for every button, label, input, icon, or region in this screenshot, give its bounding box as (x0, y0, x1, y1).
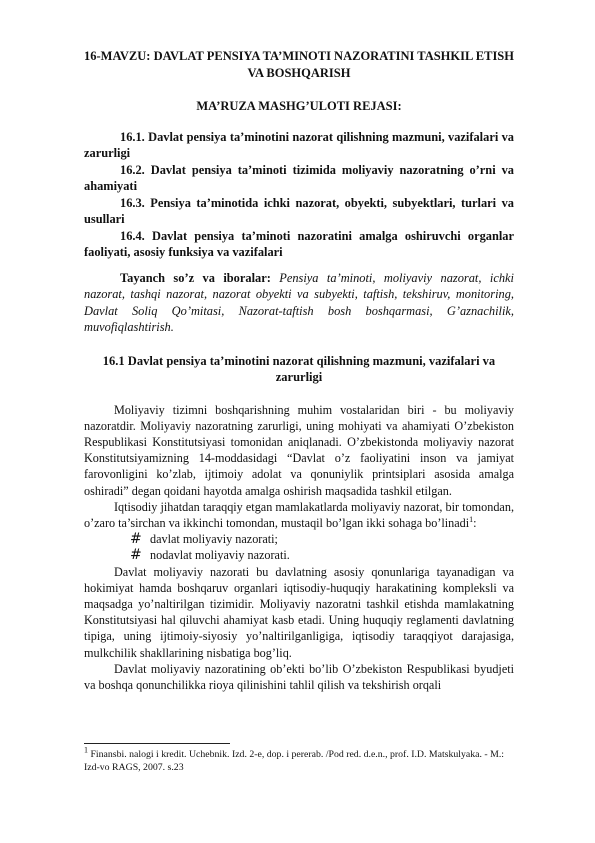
footnote-ref[interactable]: 1 (469, 514, 474, 524)
bullet-text: nodavlat moliyaviy nazorati. (150, 548, 290, 563)
plan-item: 16.2. Davlat pensiya ta’minoti tizimida moliyaviy nazoratning o’rni va ahamiyati (84, 162, 514, 193)
paragraph-punct: : (473, 515, 477, 530)
document-page (84, 48, 514, 693)
bullet-list (84, 531, 514, 563)
plan-list (84, 129, 514, 261)
paragraph: Davlat moliyaviy nazoratining ob’ekti bo’lib O’zbekiston Respublikasi byudjeti va boshqa qonunchilikka rioya qilinishini tahlil qilish va tekshirish orqali (84, 661, 514, 692)
plan-heading: MA’RUZA MASHG’ULOTI REJASI: (196, 99, 402, 113)
footnote-mark: 1 (84, 745, 88, 755)
hash-bullet-icon: # (130, 547, 142, 564)
document-title: 16-MAVZU: DAVLAT PENSIYA TA’MINOTI NAZORATINI TASHKIL ETISH VA BOSHQARISH (84, 49, 514, 80)
keywords-text: Pensiya ta’minoti, moliyaviy nazorat, ichki nazorat, tashqi nazorat, nazorat obyekti va subyekti, taftish, tekshiruv, monitoring, Davlat Soliq Qo’mitasi, Nazorat-taftish bosh boshqarmasi, G’aznachilik, muvofiqlashtirish. (84, 270, 514, 334)
hash-bullet-icon: # (130, 531, 142, 548)
keywords-paragraph (84, 270, 514, 336)
paragraph-text: Iqtisodiy jihatdan taraqqiy etgan mamlakatlarda moliyaviy nazorat, bir tomondan, o’zaro ta’sirchan va ikkinchi tomondan, mustaqil bo’lgan ikki sohaga bo’linadi (84, 499, 514, 530)
paragraph: Moliyaviy tizimni boshqarishning muhim vostalaridan biri - bu moliyaviy nazoratdir. Moliyaviy nazoratning zarurligi, uning mohiyati va ahamiyati O’zbekiston Respublikasi Konstitutsiyasi tomonidan aniqlanadi. O’zbekistonda moliyaviy nazorat Konstitutsiyamizning 14-moddasidagi “Davlat o’z faoliyatini inson va jamiyat farovonligini ko’zlab, ijtimoiy adolat va qonuniylik printsiplari asosida amalga oshiradi” degan qoidani hayotda amalga oshirish maqsadida tashkil etilgan. (84, 402, 514, 498)
bullet-item (84, 547, 514, 563)
plan-item: 16.4. Davlat pensiya ta’minoti nazoratini amalga oshiruvchi organlar faoliyati, asosiy funksiya va vazifalari (84, 228, 514, 259)
footnote (84, 745, 514, 774)
bullet-item (84, 531, 514, 547)
body-text (84, 402, 514, 694)
footnote-text: Finansbi. nalogi i kredit. Uchebnik. Izd. 2-e, dop. i pererab. /Pod red. d.e.n., prof. I.D. Matskulyaka. - M.: Izd-vo RAGS, 2007. s.23 (84, 749, 505, 773)
plan-item: 16.1. Davlat pensiya ta’minotini nazorat qilishning mazmuni, vazifalari va zarurligi (84, 129, 514, 160)
plan-item: 16.3. Pensiya ta’minotida ichki nazorat, obyekti, subyektlari, turlari va usullari (84, 195, 514, 226)
footnote-divider (84, 743, 230, 744)
keywords-label: Tayanch so’z va iboralar: (120, 270, 271, 285)
bullet-text: davlat moliyaviy nazorati; (150, 532, 278, 547)
section-heading: 16.1 Davlat pensiya ta’minotini nazorat qilishning mazmuni, vazifalari va zarurligi (102, 353, 496, 384)
paragraph (84, 499, 514, 531)
paragraph: Davlat moliyaviy nazorati bu davlatning asosiy qonunlariga tayanadigan va hokimiyat hamda boshqaruv organlari iqtisodiy-huquqiy harakatining kompleksli va maqsadga yo’naltirilgan tizimidir. Moliyaviy nazoratni tashkil etishda mamlakatning Konstitutsiyasi hal qiluvchi ahamiyat kasb etadi. Uning huquqiy reglamenti davlatning tipiga, uning ijtimoiy-siyosiy yo’naltirilganligiga, iqtisodiy taraqqiyot darajasiga, mulkchilik shakllarining nisbatiga bog’liq. (84, 564, 514, 660)
